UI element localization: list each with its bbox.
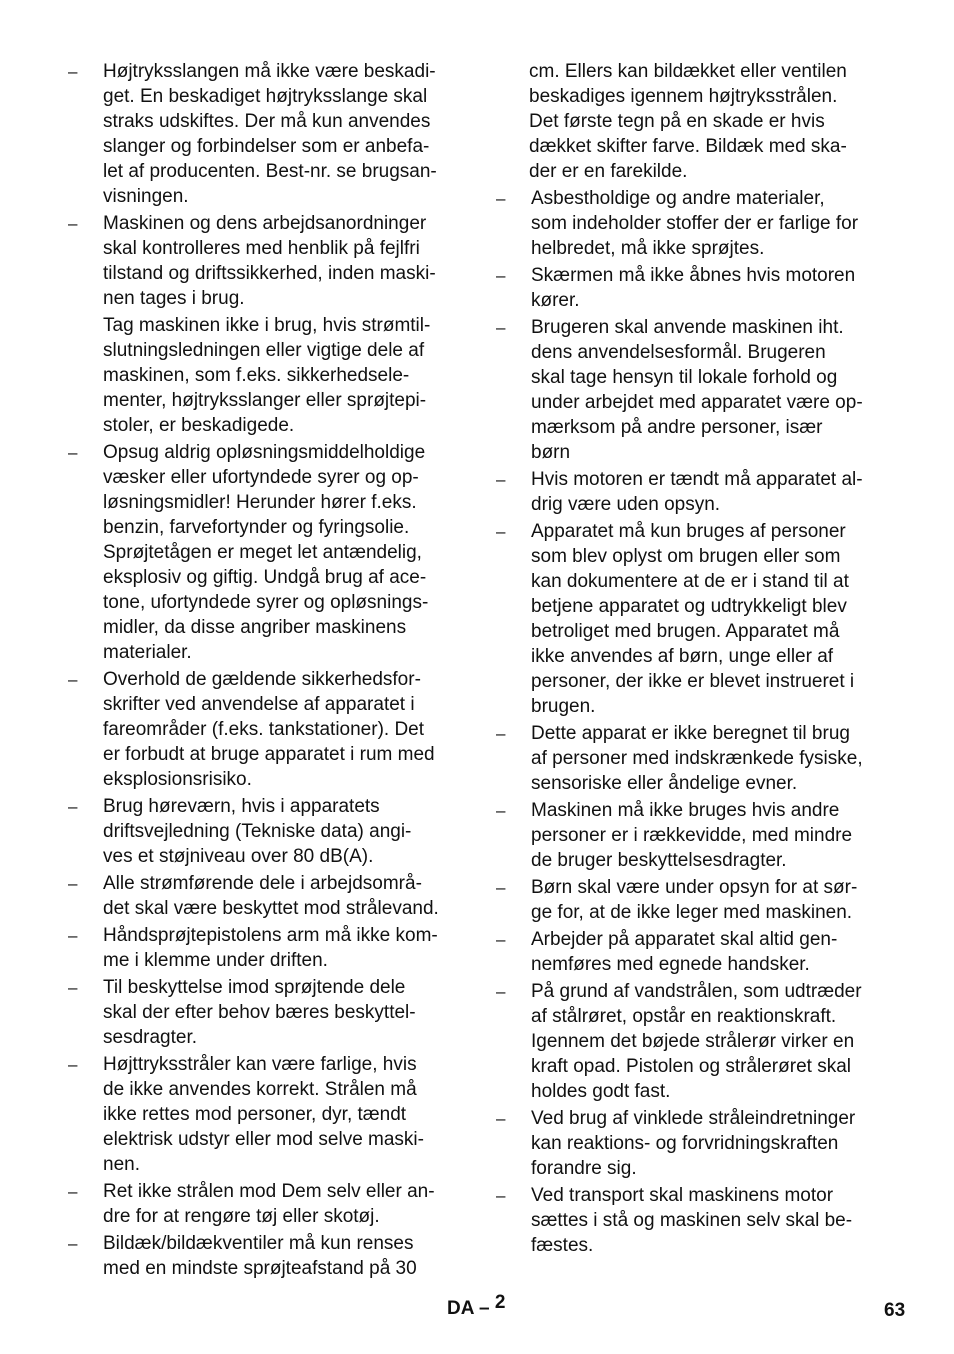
list-item-text: Ret ikke strålen mod Dem selv eller an- dre for at rengøre tøj eller skotøj. (103, 1181, 435, 1227)
dash-bullet: – (68, 670, 78, 689)
list-item-text: Ved brug af vinklede stråleindretninger kan reaktions- og forvridningskraften forandre sig. (531, 1108, 856, 1179)
list-item (66, 975, 466, 1050)
dash-bullet: – (496, 522, 506, 541)
list-item-text: Bildæk/bildækventiler må kun renses med en mindste sprøjteafstand på 30 (103, 1233, 417, 1279)
list-item (66, 211, 466, 438)
list-item (66, 1052, 466, 1177)
list-item (494, 519, 894, 719)
list-item-text: Dette apparat er ikke beregnet til brug af personer med indskrænkede fysiske, sensoriske eller åndelige evner. (531, 723, 863, 794)
dash-bullet: – (496, 189, 506, 208)
dash-bullet: – (496, 930, 506, 949)
list-item-text: Håndsprøjtepistolens arm må ikke kom- me i klemme under driften. (103, 925, 438, 971)
dash-bullet: – (68, 926, 78, 945)
list-item (494, 467, 894, 517)
dash-bullet: – (68, 874, 78, 893)
list-item (494, 315, 894, 465)
list-item-text: Ved transport skal maskinens motor sættes i stå og maskinen selv skal be- fæstes. (531, 1185, 853, 1256)
left-column (66, 59, 466, 1283)
list-item (494, 1106, 894, 1181)
list-item-text: Apparatet må kun bruges af personer som blev oplyst om brugen eller som kan dokumentere at de er i stand til at betjene apparatet og udtrykkeligt blev betroliget med brugen. Apparatet må ikke anvendes af børn, unge eller af personer, der ikke er blevet instrueret i brugen. (531, 521, 855, 717)
list-item (494, 263, 894, 313)
dash-bullet: – (68, 443, 78, 462)
list-item (494, 875, 894, 925)
list-item (66, 1179, 466, 1229)
list-item (66, 59, 466, 209)
list-item (494, 59, 894, 184)
dash-bullet: – (68, 1234, 78, 1253)
list-item (494, 798, 894, 873)
dash-bullet: – (496, 1186, 506, 1205)
dash-bullet: – (496, 801, 506, 820)
list-item (66, 794, 466, 869)
dash-bullet: – (496, 470, 506, 489)
dash-bullet: – (68, 978, 78, 997)
list-item-text: Brug høreværn, hvis i apparatets driftsvejledning (Tekniske data) angi- ves et støjniveau over 80 dB(A). (103, 796, 412, 867)
list-item-text: Maskinen og dens arbejdsanordninger skal kontrolleres med henblik på fejlfri tilstand og driftssikkerhed, inden maski- nen tages i brug. (103, 213, 436, 309)
list-item-text: Højttryksstråler kan være farlige, hvis de ikke anvendes korrekt. Strålen må ikke rettes mod personer, dyr, tændt elektrisk udstyr eller mod selve maski- nen. (103, 1054, 424, 1175)
list-item (494, 186, 894, 261)
dash-bullet: – (496, 724, 506, 743)
dash-bullet: – (68, 797, 78, 816)
dash-bullet: – (496, 318, 506, 337)
page-number: 63 (884, 1300, 906, 1321)
list-item-text: Hvis motoren er tændt må apparatet al- drig være uden opsyn. (531, 469, 863, 515)
list-item-text: cm. Ellers kan bildækket eller ventilen beskadiges igennem højtryksstrålen. Det første tegn på en skade er hvis dækket skifter farve. Bildæk med ska- der er en farekilde. (529, 61, 847, 182)
list-item (494, 1183, 894, 1258)
list-item-text: Overhold de gældende sikkerhedsfor- skrifter ved anvendelse af apparatet i fareområder (f.eks. tankstationer). Det er forbudt at bruge apparatet i rum med eksplosionsrisiko. (103, 669, 435, 790)
dash-bullet: – (68, 62, 78, 81)
list-item-text: Skærmen må ikke åbnes hvis motoren kører. (531, 265, 856, 311)
right-column (494, 59, 894, 1260)
dash-bullet: – (496, 266, 506, 285)
list-item-text: Brugeren skal anvende maskinen iht. dens anvendelsesformål. Brugeren skal tage hensyn til lokale forhold og under arbejdet med apparatet være op- mærksom på andre personer, især børn (531, 317, 863, 463)
list-item-text: På grund af vandstrålen, som udtræder af stålrøret, opstår en reaktionskraft. Igennem det bøjede strålerør virker en kraft opad. Pistolen og strålerøret skal holdes godt fast. (531, 981, 862, 1102)
list-item-text: Maskinen må ikke bruges hvis andre personer er i rækkevidde, med mindre de bruger beskyttelsesdragter. (531, 800, 853, 871)
footer-lang-code: DA – (447, 1298, 490, 1319)
list-item (66, 667, 466, 792)
list-item-text: Børn skal være under opsyn for at sør- ge for, at de ikke leger med maskinen. (531, 877, 858, 923)
dash-bullet: – (68, 1055, 78, 1074)
list-item (66, 1231, 466, 1281)
list-item (66, 923, 466, 973)
list-item-text: Asbestholdige og andre materialer, som indeholder stoffer der er farlige for helbredet, må ikke sprøjtes. (531, 188, 859, 259)
list-item-text: Til beskyttelse imod sprøjtende dele skal der efter behov bæres beskyttel- sesdragter. (103, 977, 416, 1048)
list-item-text: Højtryksslangen må ikke være beskadi- get. En beskadiget højtryksslange skal straks udskiftes. Der må kun anvendes slanger og forbindelser som er anbefa- let af producenten. Best-nr. se brugsan- visningen. (103, 61, 437, 207)
list-item (494, 979, 894, 1104)
dash-bullet: – (496, 1109, 506, 1128)
list-item-text: Opsug aldrig opløsningsmiddelholdige væsker eller ufortyndede syrer og op- løsningsmidler! Herunder hører f.eks. benzin, farvefortynder og fyringsolie. Sprøjtetågen er meget let antændelig, eksplosiv og giftig. Undgå brug af ace- tone, ufortyndede syrer og opløsnings- midler, da disse angriber maskinens materialer. (103, 442, 429, 663)
list-item-text: Tag maskinen ikke i brug, hvis strømtil- slutningsledningen eller vigtige dele af maskinen, som f.eks. sikkerhedsele- menter, højtryksslanger eller sprøjtepi- stoler, er beskadigede. (103, 315, 431, 436)
list-item (494, 721, 894, 796)
footer-language-label (447, 1292, 506, 1321)
list-item-text: Arbejder på apparatet skal altid gen- nemføres med egnede handsker. (531, 929, 838, 975)
list-item (66, 440, 466, 665)
list-item-text: Alle strømførende dele i arbejdsområ- det skal være beskyttet mod strålevand. (103, 873, 439, 919)
dash-bullet: – (68, 214, 78, 233)
list-item (66, 871, 466, 921)
dash-bullet: – (496, 878, 506, 897)
dash-bullet: – (496, 982, 506, 1001)
list-item (494, 927, 894, 977)
dash-bullet: – (68, 1182, 78, 1201)
footer-section-page: 2 (494, 1292, 506, 1313)
